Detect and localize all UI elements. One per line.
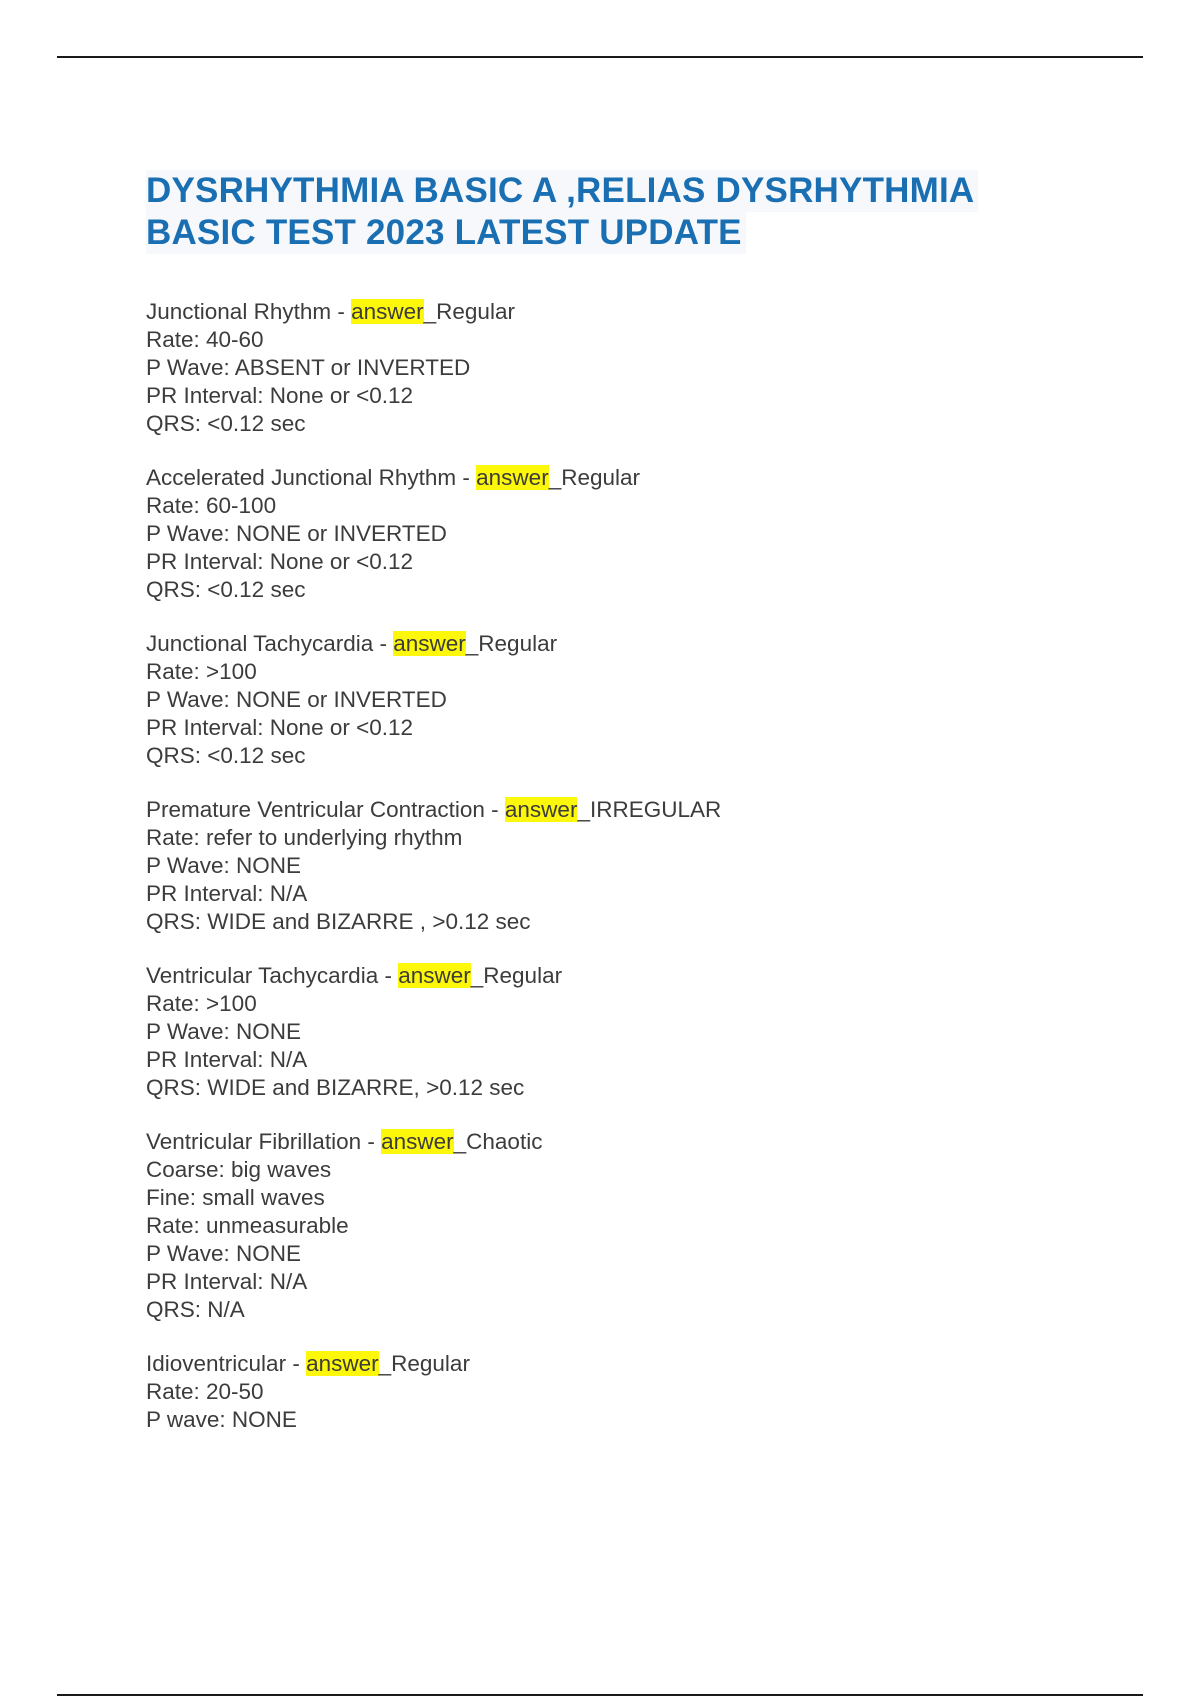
entry-detail-line: QRS: N/A [146,1297,245,1322]
entry-term: Idioventricular [146,1351,287,1376]
qa-entry [146,962,1076,1102]
entry-detail-line: P Wave: NONE or INVERTED [146,521,447,546]
entry-detail-line: Rate: >100 [146,659,257,684]
entry-list [146,298,1076,1434]
entry-detail-line: QRS: <0.12 sec [146,743,306,768]
entry-heading [146,962,1076,990]
entry-detail-line: QRS: WIDE and BIZARRE, >0.12 sec [146,1075,525,1100]
entry-heading [146,796,1076,824]
entry-detail-line: P Wave: NONE or INVERTED [146,687,447,712]
entry-detail-line: PR Interval: N/A [146,881,308,906]
answer-value: _Regular [470,963,563,988]
answer-value: _Regular [465,631,558,656]
qa-entry [146,630,1076,770]
entry-detail-line: Rate: 20-50 [146,1379,264,1404]
qa-entry [146,1350,1076,1434]
entry-detail-line: Rate: refer to underlying rhythm [146,825,463,850]
answer-value: _Regular [378,1351,470,1376]
entry-detail-line: Coarse: big waves [146,1157,332,1182]
answer-highlight: answer [351,299,424,324]
entry-detail-line: Rate: 40-60 [146,327,264,352]
entry-term: Accelerated Junctional Rhythm [146,465,457,490]
entry-term: Junctional Tachycardia [146,631,374,656]
document-body [146,170,1076,1460]
entry-detail-line: P Wave: NONE [146,1019,302,1044]
answer-highlight: answer [398,963,471,988]
entry-separator: - [378,963,399,988]
answer-value: _IRREGULAR [577,797,722,822]
entry-detail-line: QRS: <0.12 sec [146,577,306,602]
answer-highlight: answer [504,797,578,822]
entry-detail-line: Rate: 60-100 [146,493,277,518]
entry-separator: - [361,1129,382,1154]
entry-detail-line: P Wave: NONE [146,853,302,878]
entry-separator: - [484,797,505,822]
entry-heading [146,630,1076,658]
qa-entry [146,298,1076,438]
entry-detail-line: Rate: >100 [146,991,257,1016]
entry-detail-line: P Wave: NONE [146,1241,302,1266]
entry-detail-line: QRS: <0.12 sec [146,411,306,436]
title-line-2: BASIC TEST 2023 LATEST UPDATE [146,212,746,254]
entry-term: Ventricular Fibrillation [146,1129,362,1154]
qa-entry [146,796,1076,936]
bottom-rule [57,1694,1143,1696]
entry-separator: - [456,465,477,490]
answer-value: _Regular [548,465,641,490]
entry-heading [146,1128,1076,1156]
entry-heading [146,1350,1076,1378]
answer-highlight: answer [306,1351,379,1376]
entry-detail-line: PR Interval: None or <0.12 [146,715,414,740]
answer-value: _Chaotic [453,1129,543,1154]
answer-highlight: answer [393,631,466,656]
answer-value: _Regular [423,299,515,324]
top-rule [57,56,1143,58]
document-title [146,170,1076,254]
entry-term: Ventricular Tachycardia [146,963,379,988]
qa-entry [146,464,1076,604]
entry-detail-line: P Wave: ABSENT or INVERTED [146,355,471,380]
title-line-1: DYSRHYTHMIA BASIC A ,RELIAS DYSRHYTHMIA [146,170,978,212]
entry-detail-line: Rate: unmeasurable [146,1213,349,1238]
entry-detail-line: PR Interval: N/A [146,1047,308,1072]
entry-term: Premature Ventricular Contraction [146,797,485,822]
answer-highlight: answer [476,465,549,490]
entry-detail-line: Fine: small waves [146,1185,325,1210]
entry-separator: - [373,631,394,656]
entry-separator: - [286,1351,307,1376]
entry-detail-line: PR Interval: N/A [146,1269,308,1294]
entry-heading [146,298,1076,326]
entry-heading [146,464,1076,492]
entry-detail-line: PR Interval: None or <0.12 [146,549,414,574]
entry-detail-line: P wave: NONE [146,1407,297,1432]
entry-detail-line: QRS: WIDE and BIZARRE , >0.12 sec [146,909,531,934]
entry-detail-line: PR Interval: None or <0.12 [146,383,414,408]
entry-term: Junctional Rhythm [146,299,332,324]
entry-separator: - [331,299,352,324]
answer-highlight: answer [381,1129,454,1154]
qa-entry [146,1128,1076,1324]
